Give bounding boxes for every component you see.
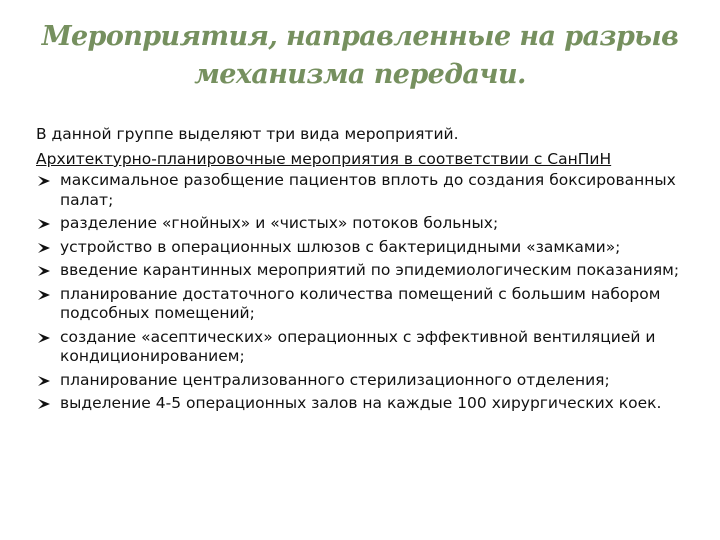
list-item — [36, 171, 706, 210]
arrow-bullet-icon — [37, 265, 51, 277]
list-item-text: введение карантинных мероприятий по эпидемиологическим показаниям; — [60, 261, 680, 279]
title-line-2: механизма передачи. — [194, 59, 526, 90]
list-item-text: создание «асептических» операционных с эффективной вентиляцией и кондиционированием; — [60, 327, 656, 365]
list-item — [36, 238, 706, 258]
list-item-text: выделение 4-5 операционных залов на каждые 100 хирургических коек. — [60, 394, 662, 412]
title-line-1: Мероприятия, направленные на разрыв — [41, 21, 679, 52]
arrow-bullet-icon — [37, 218, 51, 230]
list-item — [36, 285, 706, 324]
list-item-text: планирование достаточного количества помещений с большим набором подсобных помещений; — [60, 284, 661, 322]
list-item — [36, 261, 706, 281]
arrow-bullet-icon — [37, 398, 51, 410]
bullet-list — [36, 171, 706, 414]
list-item — [36, 328, 706, 367]
list-item-text: максимальное разобщение пациентов вплоть до создания боксированных палат; — [60, 171, 676, 209]
slide-title — [40, 18, 680, 94]
list-item-text: устройство в операционных шлюзов с бактерицидными «замками»; — [60, 237, 621, 256]
list-item-text: разделение «гнойных» и «чистых» потоков больных; — [60, 214, 499, 232]
subheading: Архитектурно-планировочные мероприятия в соответствии с СанПиН — [36, 150, 612, 168]
list-item — [36, 214, 706, 234]
intro-text: В данной группе выделяют три вида мероприятий. — [36, 125, 459, 143]
arrow-bullet-icon — [37, 332, 51, 344]
arrow-bullet-icon — [37, 175, 51, 187]
list-item — [36, 371, 706, 391]
list-item-text: планирование централизованного стерилизационного отделения; — [60, 370, 610, 389]
slide-body — [36, 124, 706, 418]
arrow-bullet-icon — [37, 375, 51, 387]
list-item — [36, 394, 706, 414]
arrow-bullet-icon — [37, 289, 51, 301]
arrow-bullet-icon — [37, 242, 51, 254]
